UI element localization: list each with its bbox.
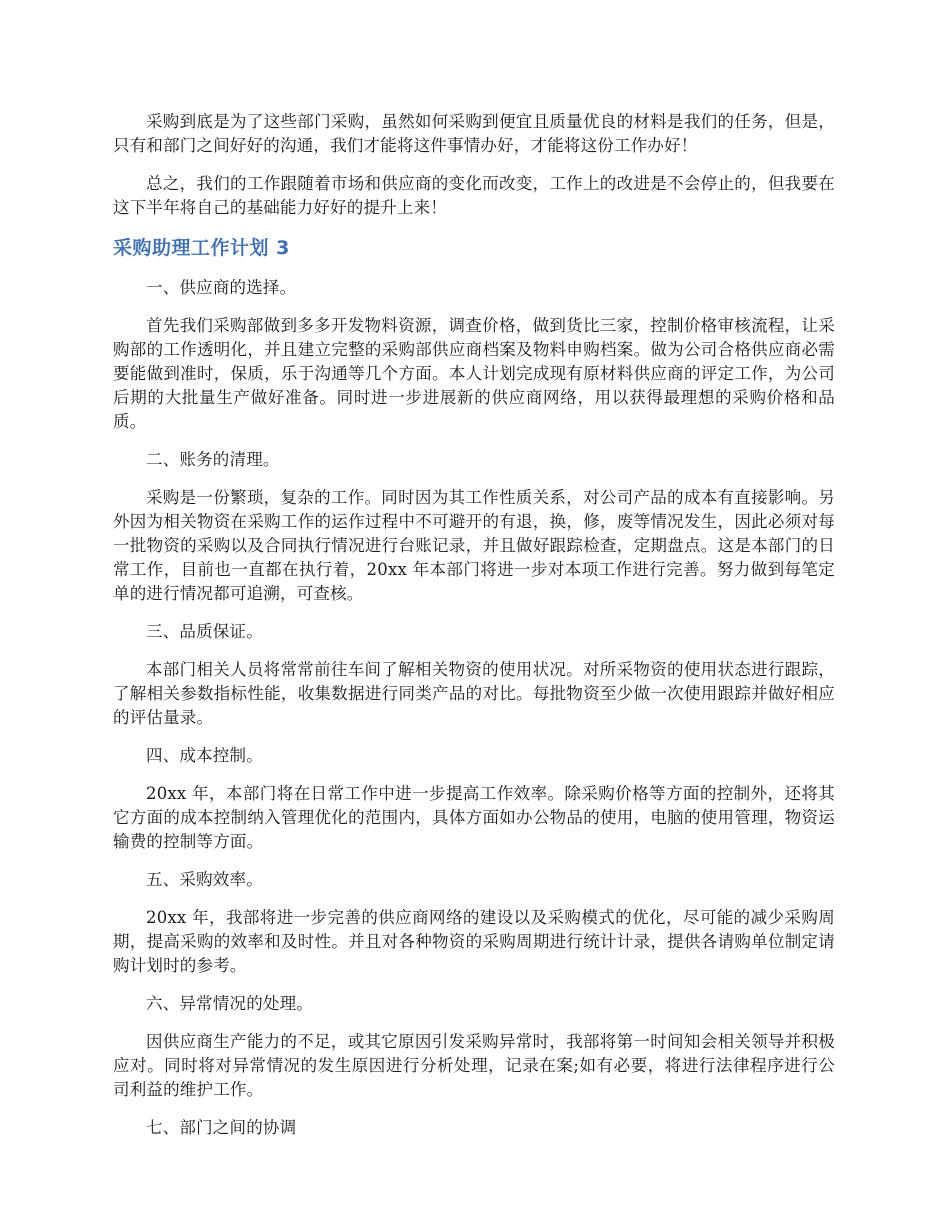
section-title: 采购助理工作计划 3 — [113, 237, 290, 259]
item-heading-6: 六、异常情况的处理。 — [146, 994, 313, 1013]
document-page — [113, 110, 835, 1154]
item-body-4: 20xx 年，本部门将在日常工作中进一步提高工作效率。除采购价格等方面的控制外，还将其它方面的成本控制纳入管理优化的范围内，具体方面如办公物品的使用，电脑的使用管理，物资运输费的控制等方面。 — [113, 784, 835, 851]
item-body-3: 本部门相关人员将常常前往车间了解相关物资的使用状况。对所采物资的使用状态进行跟踪，了解相关参数指标性能，收集数据进行同类产品的对比。每批物资至少做一次使用跟踪并做好相应的评估量录。 — [113, 660, 835, 727]
item-body-6: 因供应商生产能力的不足，或其它原因引发采购异常时，我部将第一时间知会相关领导并积极应对。同时将对异常情况的发生原因进行分析处理，记录在案;如有必要，将进行法律程序进行公司利益的维护工作。 — [113, 1032, 835, 1099]
item-heading-7: 七、部门之间的协调 — [146, 1118, 297, 1137]
intro-paragraph-2: 总之，我们的工作跟随着市场和供应商的变化而改变，工作上的改进是不会停止的，但我要在这下半年将自己的基础能力好好的提升上来！ — [113, 174, 835, 217]
item-body-1: 首先我们采购部做到多多开发物料资源，调查价格，做到货比三家，控制价格审核流程，让采购部的工作透明化，并且建立完整的采购部供应商档案及物料申购档案。做为公司合格供应商必需要能做到准时，保质，乐于沟通等几个方面。本人计划完成现有原材料供应商的评定工作，为公司后期的大批量生产做好准备。同时进一步进展新的供应商网络，用以获得最理想的采购价格和品质。 — [113, 316, 835, 431]
intro-paragraph-1: 采购到底是为了这些部门采购，虽然如何采购到便宜且质量优良的材料是我们的任务，但是，只有和部门之间好好的沟通，我们才能将这件事情办好，才能将这份工作办好！ — [113, 112, 835, 155]
item-heading-1: 一、供应商的选择。 — [146, 278, 297, 297]
item-body-5: 20xx 年，我部将进一步完善的供应商网络的建设以及采购模式的优化，尽可能的减少采购周期，提高采购的效率和及时性。并且对各种物资的采购周期进行统计计录，提供各请购单位制定请购计划时的参考。 — [113, 908, 835, 975]
item-heading-3: 三、品质保证。 — [146, 622, 263, 641]
item-heading-4: 四、成本控制。 — [146, 746, 263, 765]
item-body-2: 采购是一份繁琐，复杂的工作。同时因为其工作性质关系，对公司产品的成本有直接影响。另外因为相关物资在采购工作的运作过程中不可避开的有退，换，修，废等情况发生，因此必须对每一批物资的采购以及合同执行情况进行台账记录，并且做好跟踪检查，定期盘点。这是本部门的日常工作，目前也一直都在执行着，20xx 年本部门将进一步对本项工作进行完善。努力做到每笔定单的进行情况都可追溯，可查核。 — [113, 488, 835, 603]
item-heading-5: 五、采购效率。 — [146, 870, 263, 889]
item-heading-2: 二、账务的清理。 — [146, 450, 280, 469]
